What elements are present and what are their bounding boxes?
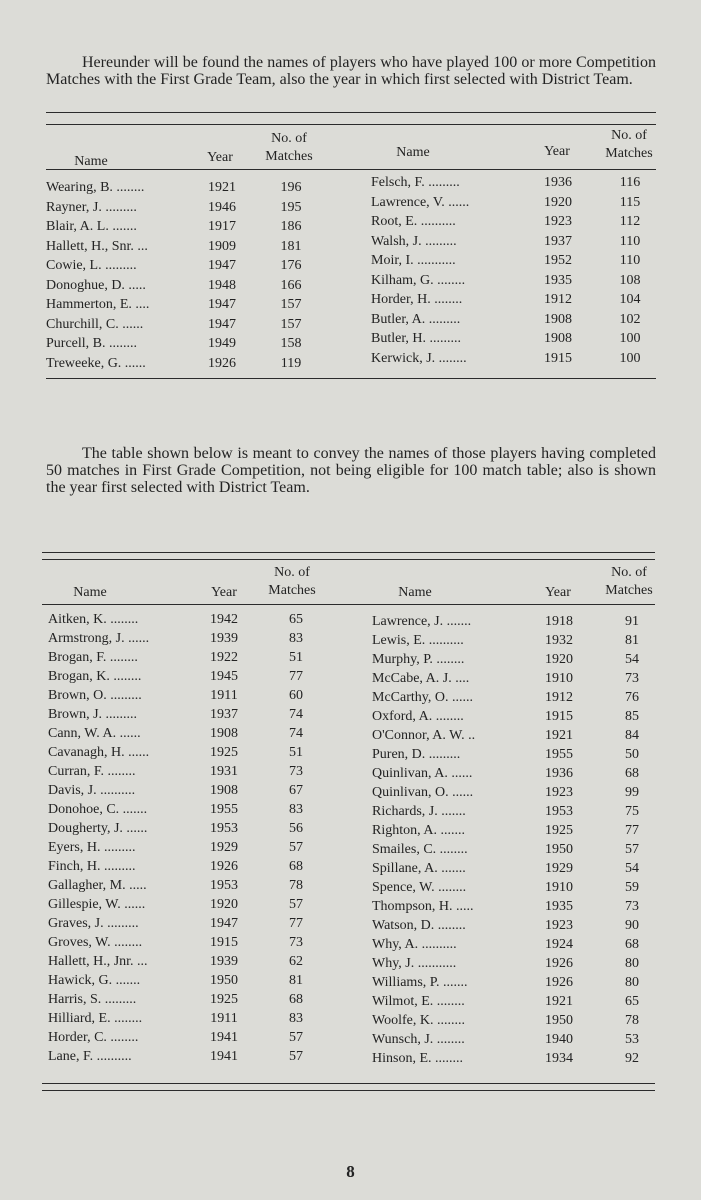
player-matches: 51: [289, 650, 303, 665]
table-row: [0, 312, 701, 332]
player-name: Felsch, F. .........: [371, 175, 460, 190]
player-matches: 56: [289, 821, 303, 836]
table50-header-matches-left: [255, 564, 329, 600]
player-name: Kerwick, J. ........: [371, 350, 467, 366]
player-name: Why, A. ..........: [372, 937, 457, 952]
player-matches: 53: [625, 1032, 639, 1047]
table-row: [0, 899, 701, 919]
player-name: Purcell, B. ........: [46, 336, 137, 351]
player-year: 1945: [210, 669, 238, 684]
table-row: [0, 956, 701, 976]
player-name: Hilliard, E. ........: [48, 1011, 143, 1026]
player-name: Curran, F. ........: [48, 764, 136, 779]
table-row: [0, 214, 701, 234]
player-matches: 157: [280, 297, 302, 312]
player-matches: 59: [625, 880, 639, 895]
table-row: [0, 633, 701, 653]
player-year: 1925: [545, 823, 573, 838]
player-name: Groves, W. ........: [48, 935, 143, 950]
table100-header-matches-left: [252, 130, 326, 166]
player-name: Wearing, B. ........: [46, 180, 145, 195]
player-year: 1917: [208, 219, 236, 234]
player-year: 1923: [545, 918, 573, 933]
player-name: Butler, H. .........: [371, 331, 462, 346]
table100-top-rule-a: [46, 112, 656, 113]
player-matches: 83: [289, 802, 303, 817]
player-matches: 102: [619, 311, 641, 327]
player-year: 1953: [210, 878, 238, 893]
player-name: Hinson, E. ........: [372, 1051, 463, 1066]
player-name: Butler, A. .........: [371, 311, 461, 327]
player-year: 1952: [544, 253, 572, 268]
page-number: 8: [346, 1162, 355, 1181]
table-row: [0, 1051, 701, 1071]
player-year: 1921: [208, 180, 236, 195]
player-matches: 54: [625, 861, 639, 876]
player-matches: 68: [625, 937, 639, 952]
table100-header-rule: [46, 169, 656, 170]
player-year: 1939: [210, 954, 238, 969]
table50-bottom-rule-a: [42, 1083, 655, 1084]
player-year: 1932: [545, 633, 573, 648]
player-year: 1915: [544, 350, 572, 366]
intro-paragraph-50: [46, 445, 656, 496]
player-year: 1908: [210, 726, 238, 741]
player-name: Righton, A. .......: [372, 823, 465, 838]
player-matches: 57: [289, 840, 303, 855]
player-name: Dougherty, J. ......: [48, 821, 148, 836]
player-name: Hawick, G. .......: [48, 973, 141, 988]
player-matches: 100: [619, 350, 641, 366]
player-name: Gallagher, M. .....: [48, 878, 147, 893]
table-row: [0, 709, 701, 729]
table-row: [0, 273, 701, 293]
player-matches: 90: [625, 918, 639, 933]
player-year: 1921: [545, 728, 573, 743]
player-year: 1935: [545, 899, 573, 914]
table-row: [0, 1013, 701, 1033]
player-matches: 54: [625, 652, 639, 667]
player-name: Rayner, J. .........: [46, 199, 137, 215]
player-matches: 186: [280, 219, 302, 234]
table-row: [0, 975, 701, 995]
player-matches: 83: [289, 631, 303, 646]
player-matches: 51: [289, 745, 303, 760]
table-row: [0, 842, 701, 862]
player-year: 1950: [545, 1013, 573, 1028]
player-name: Kilham, G. ........: [371, 272, 466, 288]
player-name: Quinlivan, O. ......: [372, 785, 474, 800]
table100-top-rule-b: [46, 124, 656, 125]
player-matches: 77: [289, 916, 303, 931]
player-year: 1947: [208, 258, 236, 273]
player-name: Murphy, P. ........: [372, 652, 465, 667]
player-name: Oxford, A. ........: [372, 709, 464, 724]
table-row: [0, 331, 701, 351]
player-matches: 57: [289, 897, 303, 912]
player-year: 1953: [545, 804, 573, 819]
player-matches: 50: [625, 747, 639, 762]
player-name: Lawrence, J. .......: [372, 614, 472, 629]
player-matches: 77: [625, 823, 639, 838]
player-matches: 80: [625, 956, 639, 971]
table100-header-year-right: Year: [544, 144, 570, 159]
matches-label-line2: Matches: [265, 149, 313, 164]
player-name: Harris, S. .........: [48, 992, 137, 1007]
player-name: Aitken, K. ........: [48, 612, 139, 627]
player-year: 1950: [210, 973, 238, 988]
player-name: Woolfe, K. ........: [372, 1013, 465, 1028]
player-matches: 112: [619, 214, 641, 229]
player-matches: 119: [280, 355, 302, 371]
player-name: Lewis, E. ..........: [372, 633, 464, 648]
table-row: [0, 690, 701, 710]
player-name: Treweeke, G. ......: [46, 355, 146, 371]
player-matches: 110: [619, 233, 641, 249]
matches-label-line1: No. of: [611, 128, 647, 143]
player-matches: 116: [619, 175, 641, 190]
player-year: 1923: [545, 785, 573, 800]
player-name: Hallett, H., Snr. ...: [46, 238, 148, 254]
player-year: 1908: [210, 783, 238, 798]
player-name: Brown, O. .........: [48, 688, 142, 703]
player-year: 1941: [210, 1049, 238, 1064]
player-matches: 77: [289, 669, 303, 684]
table-row: [0, 253, 701, 273]
player-year: 1946: [208, 199, 236, 215]
matches-label-line2: Matches: [605, 146, 653, 161]
player-name: Donohoe, C. .......: [48, 802, 148, 817]
player-name: Lane, F. ..........: [48, 1049, 132, 1064]
player-name: Hammerton, E. ....: [46, 297, 150, 312]
player-name: Hallett, H., Jnr. ...: [48, 954, 148, 969]
table-row: [0, 918, 701, 938]
player-name: Brown, J. .........: [48, 707, 138, 722]
player-name: Williams, P. .......: [372, 975, 468, 990]
table50-header-name-right: Name: [398, 585, 432, 600]
player-name: Eyers, H. .........: [48, 840, 136, 855]
player-matches: 76: [625, 690, 639, 705]
player-year: 1941: [210, 1030, 238, 1045]
table50-header-year-left: Year: [211, 585, 237, 600]
player-year: 1908: [544, 311, 572, 327]
player-matches: 65: [289, 612, 303, 627]
player-year: 1947: [208, 316, 236, 332]
table-row: [0, 1032, 701, 1052]
table-row: [0, 671, 701, 691]
player-matches: 81: [289, 973, 303, 988]
player-year: 1950: [545, 842, 573, 857]
player-name: Brogan, F. ........: [48, 650, 138, 665]
player-matches: 80: [625, 975, 639, 990]
table50-header-year-right: Year: [545, 585, 571, 600]
player-matches: 157: [280, 316, 302, 332]
player-matches: 57: [289, 1030, 303, 1045]
player-name: Horder, H. ........: [371, 292, 463, 307]
player-year: 1955: [210, 802, 238, 817]
matches-label-line1: No. of: [274, 565, 310, 580]
player-name: Quinlivan, A. ......: [372, 766, 473, 781]
table100-header-year-left: Year: [207, 150, 233, 165]
player-matches: 73: [289, 764, 303, 779]
player-name: Gillespie, W. ......: [48, 897, 146, 912]
player-matches: 62: [289, 954, 303, 969]
player-year: 1926: [210, 859, 238, 874]
player-matches: 115: [619, 194, 641, 210]
player-year: 1939: [210, 631, 238, 646]
table-row: [0, 195, 701, 215]
player-matches: 100: [619, 331, 641, 346]
player-year: 1924: [545, 937, 573, 952]
player-year: 1955: [545, 747, 573, 762]
player-name: Graves, J. .........: [48, 916, 139, 931]
matches-label-line1: No. of: [271, 131, 307, 146]
matches-label-line2: Matches: [605, 583, 653, 598]
table-row: [0, 766, 701, 786]
player-year: 1918: [545, 614, 573, 629]
player-year: 1915: [545, 709, 573, 724]
player-year: 1925: [210, 745, 238, 760]
player-name: McCarthy, O. ......: [372, 690, 473, 705]
player-matches: 195: [280, 199, 302, 215]
table100-header-name-left: Name: [74, 154, 108, 169]
table-row: [0, 804, 701, 824]
player-name: Horder, C. ........: [48, 1030, 139, 1045]
table100-bottom-rule: [46, 378, 656, 379]
player-year: 1911: [210, 688, 238, 703]
player-matches: 84: [625, 728, 639, 743]
player-year: 1911: [210, 1011, 238, 1026]
player-name: Armstrong, J. ......: [48, 631, 150, 646]
player-year: 1934: [545, 1051, 573, 1066]
player-year: 1937: [210, 707, 238, 722]
table-row: [0, 292, 701, 312]
player-name: Thompson, H. .....: [372, 899, 474, 914]
table50-bottom-rule-b: [42, 1090, 655, 1091]
player-year: 1921: [545, 994, 573, 1009]
player-matches: 73: [625, 899, 639, 914]
player-year: 1923: [544, 214, 572, 229]
player-matches: 108: [619, 272, 641, 288]
table-row: [0, 351, 701, 371]
player-matches: 67: [289, 783, 303, 798]
player-matches: 158: [280, 336, 302, 351]
player-matches: 78: [289, 878, 303, 893]
player-name: Puren, D. .........: [372, 747, 461, 762]
player-matches: 65: [625, 994, 639, 1009]
player-year: 1947: [210, 916, 238, 931]
player-name: Cann, W. A. ......: [48, 726, 141, 741]
player-matches: 68: [625, 766, 639, 781]
player-name: Davis, J. ..........: [48, 783, 136, 798]
matches-label-line1: No. of: [611, 565, 647, 580]
player-year: 1931: [210, 764, 238, 779]
player-name: Root, E. ..........: [371, 214, 456, 229]
player-matches: 75: [625, 804, 639, 819]
player-matches: 57: [289, 1049, 303, 1064]
intro-paragraph-100: [46, 54, 656, 88]
player-matches: 73: [289, 935, 303, 950]
table-row: [0, 785, 701, 805]
player-year: 1912: [544, 292, 572, 307]
player-name: Wilmot, E. ........: [372, 994, 465, 1009]
table-row: [0, 823, 701, 843]
intro-text-50: The table shown below is meant to convey the names of those players having completed 50 matches in First Grade Competition, not being eligible for 100 match table; also is shown the year first selected with District Team.: [46, 445, 656, 496]
player-matches: 68: [289, 992, 303, 1007]
player-matches: 74: [289, 707, 303, 722]
player-matches: 92: [625, 1051, 639, 1066]
player-name: Moir, I. ...........: [371, 253, 456, 268]
player-name: Finch, H. .........: [48, 859, 136, 874]
player-matches: 99: [625, 785, 639, 800]
player-year: 1936: [544, 175, 572, 190]
table-row: [0, 861, 701, 881]
table-row: [0, 747, 701, 767]
player-matches: 73: [625, 671, 639, 686]
player-year: 1949: [208, 336, 236, 351]
player-name: Brogan, K. ........: [48, 669, 142, 684]
player-year: 1915: [210, 935, 238, 950]
player-matches: 81: [625, 633, 639, 648]
player-year: 1935: [544, 272, 572, 288]
player-year: 1953: [210, 821, 238, 836]
player-name: McCabe, A. J. ....: [372, 671, 470, 686]
player-year: 1920: [210, 897, 238, 912]
table-row: [0, 652, 701, 672]
player-year: 1926: [208, 355, 236, 371]
player-name: Wunsch, J. ........: [372, 1032, 465, 1047]
table50-header-rule: [42, 604, 655, 605]
player-year: 1922: [210, 650, 238, 665]
table-row: [0, 175, 701, 195]
player-name: Richards, J. .......: [372, 804, 466, 819]
player-name: Watson, D. ........: [372, 918, 466, 933]
table50-top-rule-b: [42, 559, 655, 560]
table-row: [0, 937, 701, 957]
player-year: 1942: [210, 612, 238, 627]
player-year: 1909: [208, 238, 236, 254]
player-year: 1912: [545, 690, 573, 705]
player-name: Cowie, L. .........: [46, 258, 137, 273]
player-year: 1925: [210, 992, 238, 1007]
player-matches: 57: [625, 842, 639, 857]
table-row: [0, 880, 701, 900]
player-name: Donoghue, D. .....: [46, 277, 146, 293]
player-year: 1910: [545, 671, 573, 686]
player-name: Cavanagh, H. ......: [48, 745, 150, 760]
player-year: 1936: [545, 766, 573, 781]
player-year: 1920: [544, 194, 572, 210]
player-matches: 60: [289, 688, 303, 703]
player-matches: 181: [280, 238, 302, 254]
table-row: [0, 728, 701, 748]
table-row: [0, 614, 701, 634]
table100-header-matches-right: [592, 127, 666, 163]
player-matches: 110: [619, 253, 641, 268]
player-matches: 104: [619, 292, 641, 307]
player-matches: 91: [625, 614, 639, 629]
player-matches: 166: [280, 277, 302, 293]
player-year: 1920: [545, 652, 573, 667]
table50-header-name-left: Name: [73, 585, 107, 600]
table50-header-matches-right: [592, 564, 666, 600]
player-year: 1940: [545, 1032, 573, 1047]
table100-header-name-right: Name: [396, 145, 430, 160]
player-matches: 176: [280, 258, 302, 273]
player-year: 1929: [210, 840, 238, 855]
player-year: 1947: [208, 297, 236, 312]
player-name: O'Connor, A. W. ..: [372, 728, 476, 743]
player-year: 1926: [545, 975, 573, 990]
player-year: 1908: [544, 331, 572, 346]
player-matches: 74: [289, 726, 303, 741]
player-year: 1948: [208, 277, 236, 293]
player-name: Blair, A. L. .......: [46, 219, 137, 234]
table-row: [0, 994, 701, 1014]
player-year: 1926: [545, 956, 573, 971]
player-name: Smailes, C. ........: [372, 842, 468, 857]
player-year: 1910: [545, 880, 573, 895]
player-name: Lawrence, V. ......: [371, 194, 470, 210]
player-matches: 85: [625, 709, 639, 724]
table-row: [0, 234, 701, 254]
player-name: Walsh, J. .........: [371, 233, 457, 249]
player-name: Why, J. ...........: [372, 956, 457, 971]
intro-text-100: Hereunder will be found the names of players who have played 100 or more Competition Matches with the First Grade Team, also the year in which first selected with District Team.: [46, 54, 656, 88]
player-matches: 196: [280, 180, 302, 195]
player-matches: 78: [625, 1013, 639, 1028]
player-name: Spence, W. ........: [372, 880, 467, 895]
player-year: 1929: [545, 861, 573, 876]
player-matches: 83: [289, 1011, 303, 1026]
player-matches: 68: [289, 859, 303, 874]
player-name: Spillane, A. .......: [372, 861, 466, 876]
table50-top-rule-a: [42, 552, 655, 553]
player-year: 1937: [544, 233, 572, 249]
matches-label-line2: Matches: [268, 583, 316, 598]
player-name: Churchill, C. ......: [46, 316, 144, 332]
